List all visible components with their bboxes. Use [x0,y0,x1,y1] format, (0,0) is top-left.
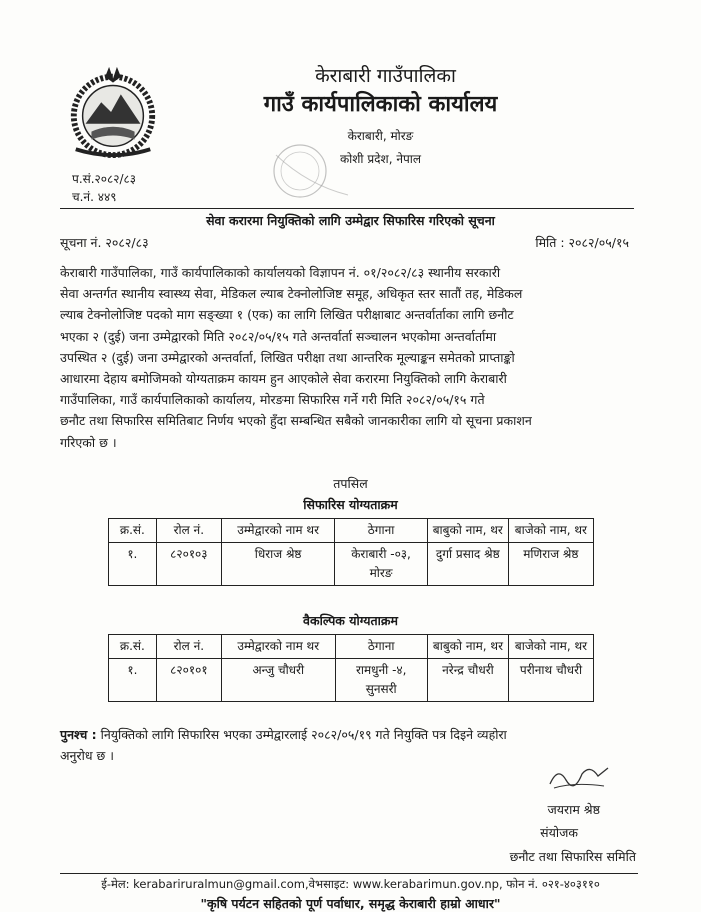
signatory-name: जयराम श्रेष्ठ [547,802,600,817]
alternate-ranking-table [108,634,594,702]
body-line: ल्याब टेक्नोलोजिष्ट पदको माग सङ्ख्या १ (एक) का लागि लिखित परीक्षाबाट अन्तर्वार्ताका लागि छनौट [60,307,514,323]
footer-slogan: "कृषि पर्यटन सहितको पूर्ण पर्वाधार, समृद्ध केराबारी हाम्रो आधार" [200,896,501,911]
addendum-text: नियुक्तिको लागि सिफारिस भएका उम्मेद्वारलाई २०८२/०५/१९ गते नियुक्ति पत्र दिइने व्यहोरा [100,727,507,742]
address-line-2: कोशी प्रदेश, नेपाल [339,152,422,166]
body-line: गाउँपालिका, गाउँ कार्यपालिकाको कार्यालय, मोरङमा सिफारिस गर्ने गरी मिति २०८२/०५/१५ गते [60,392,485,408]
table-header-cell: ठेगाना [335,635,427,659]
office-name: केराबारी गाउँपालिका [315,65,456,87]
table-header-cell: रोल नं. [156,635,221,659]
body-line: गरिएको छ । [60,434,117,450]
table-header-cell: उम्मेद्वारको नाम थर [222,635,336,659]
table-cell: धिराज श्रेष्ठ [221,543,334,586]
signature-icon [544,756,614,792]
table-header-cell: बाजेको नाम, थर [508,519,593,543]
footer-contact: ई-मेल: kerabariruralmun@gmail.com,वेभसाइट: www.kerabarimun.gov.np, फोन नं. ०२१-४०३११० [101,877,600,891]
notice-subject: सेवा करारमा नियुक्तिको लागि उम्मेद्वार सिफारिस गरिएको सूचना [206,213,495,228]
table-cell: अन्जु चौधरी [222,659,336,702]
table-header-cell: रोल नं. [156,519,221,543]
table-cell: १. [109,659,157,702]
recommended-ranking-title: सिफारिस योग्यताक्रम [303,497,398,512]
office-main-title: गाउँ कार्यपालिकाको कार्यालय [263,92,498,117]
table-cell: नरेन्द्र चौधरी [427,659,508,702]
table-header-cell: क्र.सं. [109,635,157,659]
table-header-cell: उम्मेद्वारको नाम थर [221,519,334,543]
body-line: भएका २ (दुई) जना उम्मेद्वारको मिति २०८२/०५/१५ गते अन्तर्वार्ता सञ्चालन भएकोमा अन्तर्वार्तामा [60,328,497,344]
signatory-role: संयोजक [540,825,578,840]
body-line: छनौट तथा सिफारिस समितिबाट निर्णय भएको हुँदा सम्बन्धित सबैको जानकारीका लागि यो सूचना प्रकाशन [60,413,532,429]
addendum-label: पुनश्च : [60,727,97,742]
notice-date: मिति : २०८२/०५/१५ [535,235,629,250]
recommended-ranking-table [108,518,594,586]
table-header-cell: क्र.सं. [109,519,157,543]
table-header-cell: ठेगाना [335,519,427,543]
table-cell: मणिराज श्रेष्ठ [508,543,593,586]
footer-divider [60,873,638,874]
table-cell: दुर्गा प्रसाद श्रेष्ठ [427,543,508,586]
body-line: केराबारी गाउँपालिका, गाउँ कार्यपालिकाको कार्यालयको विज्ञापन नं. ०१/२०८२/८३ स्थानीय सरकारी [60,265,501,280]
address-line-1: केराबारी, मोरङ [347,129,414,143]
table-header-row [109,635,594,659]
notice-number: सूचना नं. २०८२/८३ [60,235,149,250]
details-label: तपसिल [333,476,368,491]
table-row [109,659,594,702]
reference-number: प.सं.२०८२/८३ [72,172,137,186]
notice-body [60,262,636,453]
table-row [109,543,594,586]
table-cell: ८२०१०३ [156,543,221,586]
office-stamp-icon [268,135,388,201]
addendum-line [60,724,636,745]
table-cell: १. [109,543,157,586]
table-header-cell: बाबुको नाम, थर [427,635,508,659]
alternate-ranking-title: वैकल्पिक योग्यताक्रम [303,613,398,628]
table-cell: रामधुनी -४, सुनसरी [335,659,427,702]
body-line: उपस्थित २ (दुई) जना उम्मेद्वारको अन्तर्वार्ता, लिखित परीक्षा तथा आन्तरिक मूल्याङ्कन समेतको प्राप्ताङ्को [60,349,515,365]
header-divider [60,208,634,209]
table-header-cell: बाजेको नाम, थर [508,635,593,659]
table-cell: ८२०१०१ [156,659,221,702]
body-line: सेवा अन्तर्गत स्थानीय स्वास्थ्य सेवा, मेडिकल ल्याब टेक्नोलोजिष्ट समूह, अधिकृत स्तर सातौं तह, मेडिकल [60,286,523,302]
dispatch-number: च.नं. ४४९ [72,190,117,204]
table-cell: परीनाथ चौधरी [508,659,593,702]
table-header-row [109,519,594,543]
signatory-committee: छनौट तथा सिफारिस समिति [509,849,636,864]
addendum-line-2: अनुरोध छ । [60,748,114,763]
body-line: आधारमा देहाय बमोजिमको योग्यताक्रम कायम हुन आएकोले सेवा करारमा नियुक्तिको लागि केराबारी [60,371,507,387]
table-cell: केराबारी -०३, मोरङ [335,543,427,586]
table-header-cell: बाबुको नाम, थर [427,519,508,543]
